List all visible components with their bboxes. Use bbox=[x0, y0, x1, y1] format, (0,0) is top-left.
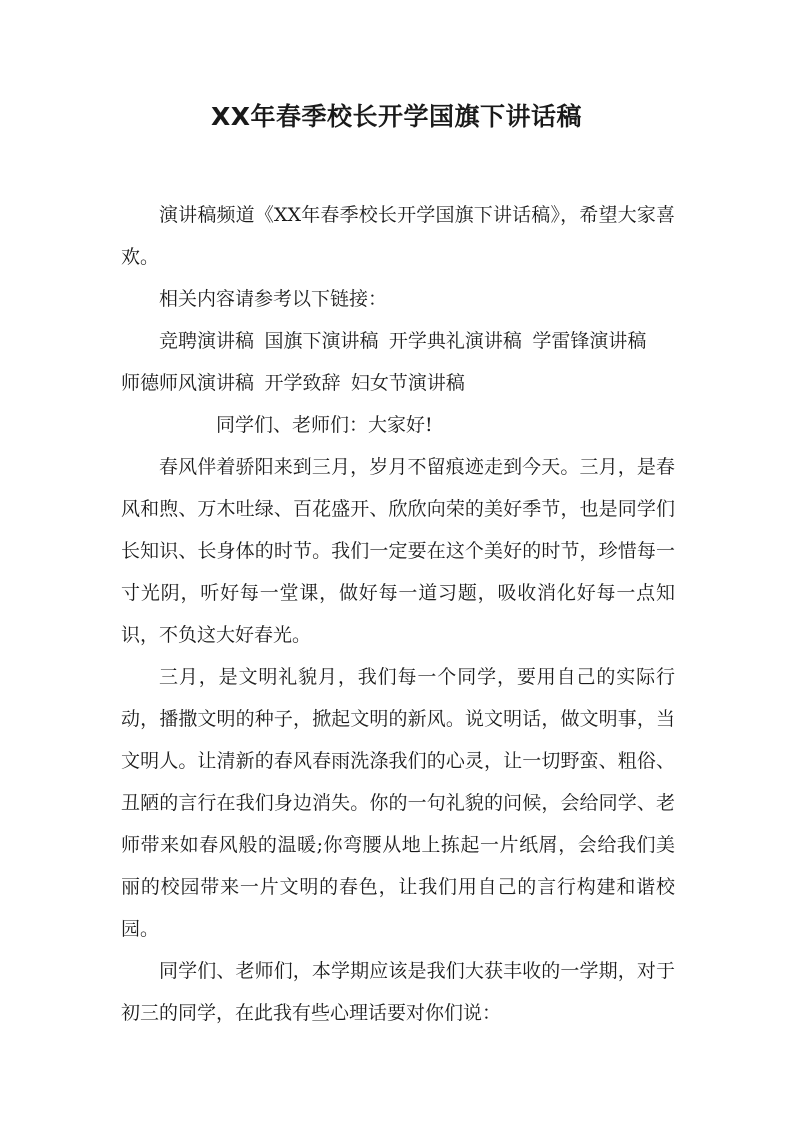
link-opening-ceremony-speech[interactable]: 开学典礼演讲稿 bbox=[388, 330, 522, 352]
link-opening-address[interactable]: 开学致辞 bbox=[264, 372, 341, 394]
link-lei-feng-speech[interactable]: 学雷锋演讲稿 bbox=[532, 330, 647, 352]
related-links-label: 相关内容请参考以下链接： bbox=[159, 288, 388, 310]
link-teacher-ethics-speech[interactable]: 师德师风演讲稿 bbox=[121, 372, 255, 394]
link-competition-speech[interactable]: 竞聘演讲稿 bbox=[159, 330, 255, 352]
greeting-line: 同学们、老师们：大家好! bbox=[216, 414, 433, 436]
document-body bbox=[121, 194, 675, 1034]
link-flag-speech[interactable]: 国旗下演讲稿 bbox=[264, 330, 379, 352]
link-womens-day-speech[interactable]: 妇女节演讲稿 bbox=[350, 372, 465, 394]
body-paragraph: 春风伴着骄阳来到三月，岁月不留痕迹走到今天。三月，是春风和煦、万木吐绿、百花盛开、欣欣向荣的美好季节，也是同学们长知识、长身体的时节。我们一定要在这个美好的时节，珍惜每一寸光阴，听好每一堂课，做好每一道习题，吸收消化好每一点知识，不负这大好春光。 bbox=[121, 456, 675, 646]
body-paragraph: 同学们、老师们，本学期应该是我们大获丰收的一学期，对于初三的同学，在此我有些心理话要对你们说： bbox=[121, 960, 675, 1024]
body-paragraph: 三月，是文明礼貌月，我们每一个同学，要用自己的实际行动，播撒文明的种子，掀起文明的新风。说文明话，做文明事，当文明人。让清新的春风春雨洗涤我们的心灵，让一切野蛮、粗俗、丑陋的言行在我们身边消失。你的一句礼貌的问候，会给同学、老师带来如春风般的温暖;你弯腰从地上拣起一片纸屑，会给我们美丽的校园带来一片文明的春色，让我们用自己的言行构建和谐校园。 bbox=[121, 666, 675, 940]
document-title: XX年春季校长开学国旗下讲话稿 bbox=[210, 102, 583, 131]
intro-paragraph: 演讲稿频道《XX年春季校长开学国旗下讲话稿》，希望大家喜欢。 bbox=[121, 204, 675, 268]
related-links bbox=[121, 320, 675, 404]
